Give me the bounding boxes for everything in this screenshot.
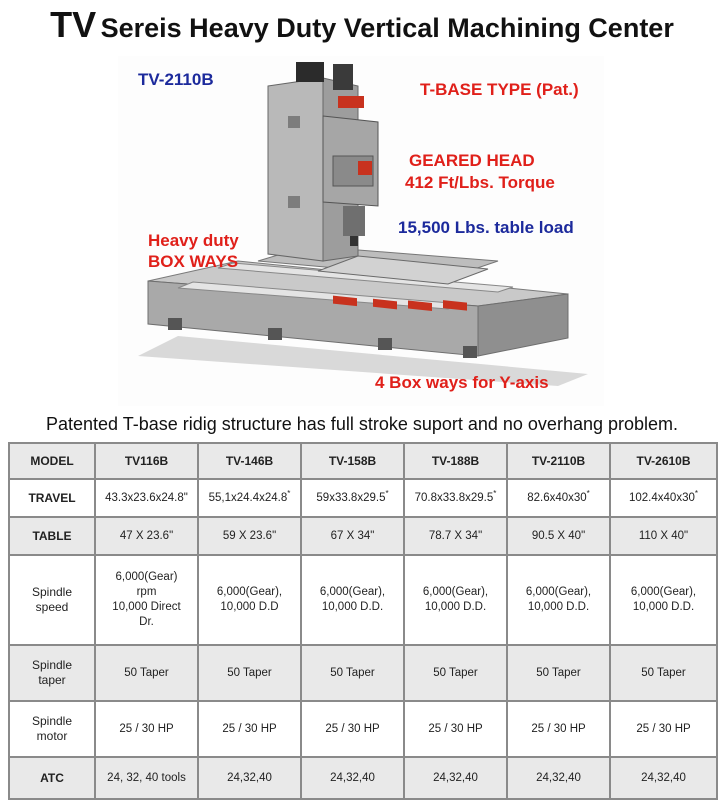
spindle-speed-cell: 6,000(Gear), 10,000 D.D. <box>404 555 507 645</box>
atc-cell: 24,32,40 <box>404 757 507 799</box>
atc-row <box>9 757 717 799</box>
travel-cell: 70.8x33.8x29.5* <box>404 479 507 517</box>
title-tv: TV <box>50 4 97 45</box>
tbase-label: T-BASE TYPE (Pat.) <box>420 80 579 99</box>
header-cell: TV-188B <box>404 443 507 479</box>
table-size-cell: 59 X 23.6" <box>198 517 301 555</box>
header-cell: TV-158B <box>301 443 404 479</box>
spindle-taper-row <box>9 645 717 701</box>
spindle-motor-cell: 25 / 30 HP <box>301 701 404 757</box>
atc-cell: 24,32,40 <box>198 757 301 799</box>
header-cell: TV-146B <box>198 443 301 479</box>
table-size-label: TABLE <box>9 517 95 555</box>
table-size-cell: 90.5 X 40" <box>507 517 610 555</box>
table-load-label: 15,500 Lbs. table load <box>398 218 574 237</box>
page-title <box>0 4 724 46</box>
table-size-cell: 110 X 40" <box>610 517 717 555</box>
table-size-cell: 78.7 X 34" <box>404 517 507 555</box>
atc-cell: 24, 32, 40 tools <box>95 757 198 799</box>
header-cell: MODEL <box>9 443 95 479</box>
travel-cell: 43.3x23.6x24.8" <box>95 479 198 517</box>
spindle-speed-cell: 6,000(Gear) rpm 10,000 Direct Dr. <box>95 555 198 645</box>
travel-cell: 102.4x40x30* <box>610 479 717 517</box>
header-cell: TV-2610B <box>610 443 717 479</box>
geared-head-line2: 412 Ft/Lbs. Torque <box>405 173 555 192</box>
model-label: TV-2110B <box>138 70 214 89</box>
header-row <box>9 443 717 479</box>
table-size-cell: 47 X 23.6" <box>95 517 198 555</box>
spindle-motor-cell: 25 / 30 HP <box>95 701 198 757</box>
spindle-speed-cell: 6,000(Gear), 10,000 D.D. <box>610 555 717 645</box>
spindle-taper-label: Spindle taper <box>9 645 95 701</box>
spindle-motor-cell: 25 / 30 HP <box>610 701 717 757</box>
spindle-taper-cell: 50 Taper <box>95 645 198 701</box>
spindle-motor-label: Spindle motor <box>9 701 95 757</box>
spec-table <box>8 442 718 800</box>
spindle-taper-cell: 50 Taper <box>610 645 717 701</box>
spindle-motor-row <box>9 701 717 757</box>
spindle-speed-cell: 6,000(Gear), 10,000 D.D. <box>507 555 610 645</box>
spindle-motor-cell: 25 / 30 HP <box>404 701 507 757</box>
travel-cell: 82.6x40x30* <box>507 479 610 517</box>
travel-row <box>9 479 717 517</box>
spindle-speed-label: Spindle speed <box>9 555 95 645</box>
y-axis-label: 4 Box ways for Y-axis <box>375 373 549 392</box>
spindle-taper-cell: 50 Taper <box>301 645 404 701</box>
atc-cell: 24,32,40 <box>507 757 610 799</box>
geared-head-label <box>405 150 555 194</box>
caption: Patented T-base ridig structure has full stroke suport and no overhang problem. <box>45 414 679 434</box>
atc-label: ATC <box>9 757 95 799</box>
header-cell: TV116B <box>95 443 198 479</box>
table-size-row <box>9 517 717 555</box>
spindle-taper-cell: 50 Taper <box>507 645 610 701</box>
atc-cell: 24,32,40 <box>610 757 717 799</box>
geared-head-line1: GEARED HEAD <box>409 151 535 170</box>
spindle-speed-cell: 6,000(Gear), 10,000 D.D <box>198 555 301 645</box>
box-ways-label <box>148 230 239 272</box>
table-size-cell: 67 X 34" <box>301 517 404 555</box>
box-ways-line1: Heavy duty <box>148 231 239 250</box>
travel-label: TRAVEL <box>9 479 95 517</box>
spindle-motor-cell: 25 / 30 HP <box>507 701 610 757</box>
title-rest: Sereis Heavy Duty Vertical Machining Center <box>100 13 674 43</box>
travel-cell: 59x33.8x29.5* <box>301 479 404 517</box>
travel-cell: 55,1x24.4x24.8* <box>198 479 301 517</box>
spindle-taper-cell: 50 Taper <box>404 645 507 701</box>
spindle-speed-cell: 6,000(Gear), 10,000 D.D. <box>301 555 404 645</box>
header-cell: TV-2110B <box>507 443 610 479</box>
spindle-speed-row <box>9 555 717 645</box>
box-ways-line2: BOX WAYS <box>148 252 239 271</box>
spindle-taper-cell: 50 Taper <box>198 645 301 701</box>
spindle-motor-cell: 25 / 30 HP <box>198 701 301 757</box>
atc-cell: 24,32,40 <box>301 757 404 799</box>
